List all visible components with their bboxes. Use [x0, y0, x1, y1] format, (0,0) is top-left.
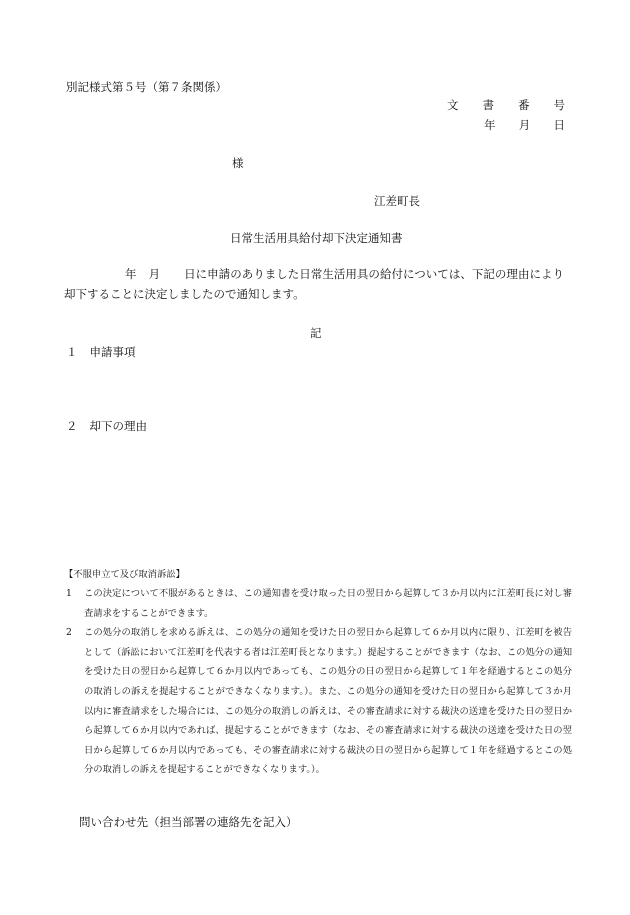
note-number: 2 [66, 627, 72, 639]
notice-body [64, 264, 564, 304]
section-label: 申請事項 [89, 345, 136, 359]
form-label: 別記様式第５号（第７条関係） [66, 80, 227, 94]
body-year: 年 [125, 267, 137, 281]
section-rejection-reason [66, 418, 147, 434]
section-application-items [66, 344, 136, 360]
issuer: 江差町長 [374, 194, 420, 208]
section-number: １ [66, 345, 78, 359]
note-text: この処分の取消しを求める訴えは、この処分の通知を受けた日の翌日から起算して６か月以内に限り、江差町を被告として（訴訟において江差町を代表する者は江差町長となります。）提起することができます（なお、この処分の通知を受けた日の翌日から起算して６か月以内であっても、この処分の日の翌日から起算して１年を経過するとこの処分の取消しの訴えを提起することができなくなります。）。また、この処分の通知を受けた日の翌日から起算して３か月以内に審査請求をした場合には、この処分の取消しの訴えは、その審査請求に対する裁決の送達を受けた日の翌日から起算して６か月以内であれば、提起することができます（なお、その審査請求に対する裁決の送達を受けた日の翌日から起算して６か月以内であっても、その審査請求に対する裁決の日の翌日から起算して１年を経過するとこの処分の取消しの訴えを提起することができなくなります。）。 [84, 627, 572, 776]
contact-info: 問い合わせ先（担当部署の連絡先を記入） [79, 815, 298, 829]
appeal-notes [66, 584, 572, 780]
date-year: 年 [484, 118, 496, 132]
section-label: 却下の理由 [89, 419, 147, 433]
appeal-heading: 【不服申立て及び取消訴訟】 [64, 569, 185, 580]
addressee-suffix: 様 [232, 156, 244, 170]
ki-marker: 記 [310, 326, 322, 340]
body-month: 月 [148, 267, 161, 281]
section-number: ２ [66, 419, 78, 433]
document-number [447, 97, 565, 113]
body-text: 日に申請のありました日常生活用具の給付については、下記の理由により却下することに決定しましたので通知します。 [64, 267, 565, 301]
issue-date [484, 117, 565, 133]
date-day: 日 [553, 118, 565, 132]
note-number: 1 [66, 588, 72, 599]
document-title: 日常生活用具給付却下決定通知書 [230, 231, 403, 245]
date-month: 月 [518, 118, 531, 132]
doc-number-char: 号 [553, 98, 565, 112]
appeal-note [66, 584, 572, 623]
doc-number-char: 書 [482, 98, 494, 112]
doc-number-char: 番 [518, 98, 530, 112]
doc-number-char: 文 [447, 98, 459, 112]
appeal-note [66, 623, 572, 780]
note-text: この決定について不服があるときは、この通知書を受け取った日の翌日から起算して３か月以内に江差町長に対し審査請求をすることができます。 [84, 588, 572, 619]
